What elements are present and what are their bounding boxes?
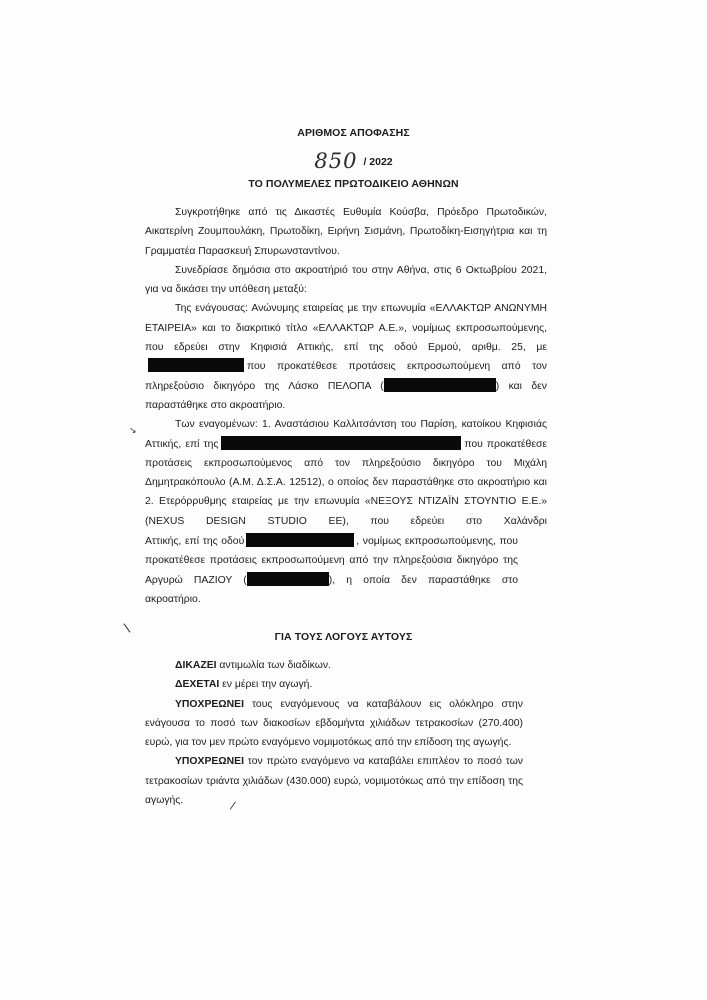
case-body-continuation — [145, 532, 518, 609]
plaintiff-paragraph — [145, 299, 547, 415]
continuation-text-b: , νομίμως εκπροσωπούμενης, που προκατέθεσε προτάσεις εκπροσωπούμενη από την πληρεξούσια δικηγόρο της Αργυρώ ΠΑΖΙΟΥ ( — [145, 536, 518, 586]
ruling-text: αντιμωλία των διαδίκων. — [216, 660, 331, 671]
case-body-upper — [145, 203, 547, 531]
ruling-paragraph-1 — [145, 656, 523, 675]
decision-year: / 2022 — [363, 156, 393, 168]
plaintiff-text-c: ) και δεν παραστάθηκε στο ακροατήριο. — [145, 380, 547, 411]
ruling-heading: ΓΙΑ ΤΟΥΣ ΛΟΓΟΥΣ ΑΥΤΟΥΣ — [274, 631, 413, 643]
decision-label: ΑΡΙΘΜΟΣ ΑΠΟΦΑΣΗΣ — [297, 127, 410, 139]
ruling-paragraph-2 — [145, 675, 523, 694]
continuation-paragraph — [145, 532, 518, 609]
continuation-text-a: Αττικής, επί της οδού — [145, 536, 245, 547]
redaction-box — [247, 572, 329, 586]
composition-paragraph: Συγκροτήθηκε από τις Δικαστές Ευθυμία Κούσβα, Πρόεδρο Πρωτοδικών, Αικατερίνη Ζουμπουλάκη, Πρωτοδίκη, Ειρήνη Σισμάνη, Πρωτοδίκη-Εισηγήτρια και τη Γραμματέα Παρασκευή Σπυρωνσταντίνου. — [145, 207, 547, 257]
ruling-verb: ΥΠΟΧΡΕΩΝΕΙ — [175, 698, 244, 710]
redaction-box — [384, 378, 496, 392]
ruling-paragraph-4 — [145, 752, 523, 810]
ruling-text: τους εναγόμενους να καταβάλουν εις ολόκληρο στην ενάγουσα το ποσό των διακοσίων εβδομήντα χιλιάδων τετρακοσίων (270.400) ευρώ, για τον μεν πρώτο εναγόμενο νομιμοτόκως από την επίδοση της αγωγής. — [145, 698, 523, 749]
ruling-verb: ΔΕΧΕΤΑΙ — [175, 679, 220, 691]
plaintiff-text-a: Της ενάγουσας: Ανώνυμης εταιρείας με την επωνυμία «ΕΛΛΑΚΤΩΡ ΑΝΩΝΥΜΗ ΕΤΑΙΡΕΙΑ» και το διακριτικό τίτλο «ΕΛΛΑΚΤΩΡ Α.Ε.», νομίμως εκπροσωπούμενης, που εδρεύει στην Κηφισιά Αττικής, επί της οδού Ερμού, αριθμ. 25, με — [145, 303, 547, 354]
redaction-box — [246, 533, 354, 547]
ruling-verb: ΔΙΚΑΖΕΙ — [175, 660, 217, 671]
court-name: ΤΟ ΠΟΛΥΜΕΛΕΣ ΠΡΩΤΟΔΙΚΕΙΟ ΑΘΗΝΩΝ — [248, 178, 459, 190]
ruling-body — [145, 656, 523, 810]
defendants-paragraph — [145, 415, 547, 531]
continuation-text-c: ), η οποία δεν παραστάθηκε στο ακροατήριο. — [145, 574, 518, 605]
plaintiff-text-b: που προκατέθεσε προτάσεις εκπροσωπούμενη από τον πληρεξούσιο δικηγόρο της Λάσκο ΠΕΛΟΠΑ ( — [145, 361, 547, 392]
ruling-paragraph-3 — [145, 695, 523, 753]
ruling-verb: ΥΠΟΧΡΕΩΝΕΙ — [175, 756, 244, 768]
scan-speck: ↘ — [129, 425, 137, 435]
handwritten-margin-mark: \ — [122, 619, 132, 637]
session-paragraph: Συνεδρίασε δημόσια στο ακροατήριό του στην Αθήνα, στις 6 Οκτωβρίου 2021, για να δικάσει την υπόθεση μεταξύ: — [145, 264, 547, 296]
ruling-text: τον πρώτο εναγόμενο να καταβάλει επιπλέον το ποσό των τετρακοσίων τριάντα χιλιάδων (430.000) ευρώ, νομιμοτόκως από την επίδοση της αγωγής. — [145, 756, 523, 807]
defendants-text-b: που προκατέθεσε προτάσεις εκπροσωπούμενος από τον πληρεξούσιο δικηγόρο του Μιχάλη Δημητρακόπουλο (Α.Μ. Δ.Σ.Α. 12512), ο οποίος δεν παραστάθηκε στο ακροατήριο και 2. Ετερόρρυθμης εταιρείας με την επωνυμία «ΝΕΞΟΥΣ ΝΤΙΖΑΪΝ ΣΤΟΥΝΤΙΟ Ε.Ε.» (NEXUS DESIGN STUDIO EE), που εδρεύει στο Χαλάνδρι — [145, 438, 548, 527]
redaction-box — [148, 358, 244, 372]
ruling-text: εν μέρει την αγωγή. — [219, 679, 313, 691]
decision-number — [0, 146, 707, 173]
handwritten-decision-number: 850 — [314, 149, 358, 173]
handwritten-tick-mark: / — [228, 798, 237, 814]
defendants-text-a: Των εναγομένων: 1. Αναστάσιου Καλλιτσάντση του Παρίση, κατοίκου Κηφισιάς Αττικής, επί της — [145, 419, 547, 450]
redaction-box — [221, 436, 461, 450]
